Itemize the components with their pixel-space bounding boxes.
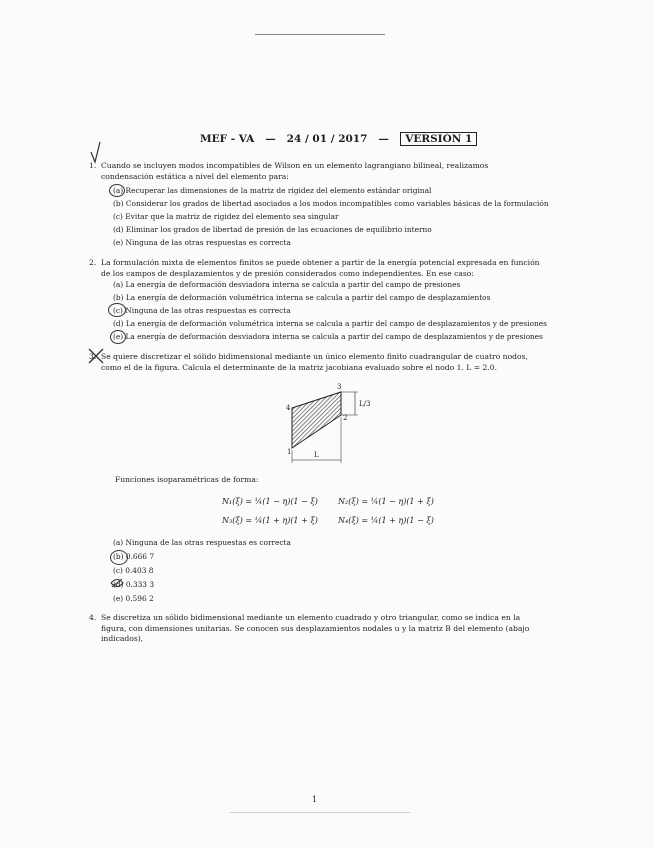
- exam-date: 24 / 01 / 2017: [286, 133, 368, 145]
- equation-n2: N₂(ξ) = ¼(1 − η)(1 + ξ): [338, 497, 434, 506]
- option-a: (a) Ninguna de las otras respuestas es correcta: [113, 538, 291, 547]
- dimension-label-horizontal: L: [314, 451, 319, 459]
- question-number: 3.: [89, 352, 97, 361]
- option-c: (c) Evitar que la matriz de rigidez del elemento sea singular: [113, 212, 339, 221]
- option-a: (a) Recuperar las dimensiones de la matriz de rigidez del elemento estándar original: [113, 186, 432, 195]
- option-e: (e) La energía de deformación desviadora interna se calcula a partir del campo de desplazamientos y de presiones: [113, 332, 543, 341]
- question-text: La formulación mixta de elementos finitos se puede obtener a partir de la energía potencial expresada en función de los campos de desplazamientos y de presión considerados como independientes. En ese caso:: [101, 258, 540, 278]
- question-text: Se quiere discretizar el sólido bidimensional mediante un único elemento finito cuadrangular de cuatro nodos, como el de la figura. Calcula el determinante de la matriz jacobiana evaluado sobre el nodo 1. L = 2.0.: [101, 352, 528, 372]
- option-d: (d) Eliminar los grados de libertad de presión de las ecuaciones de equilibrio interno: [113, 225, 432, 234]
- dimension-label-vertical: L/3: [359, 400, 371, 408]
- option-c: (c) Ninguna de las otras respuestas es correcta: [113, 306, 291, 315]
- node-label-1: 1: [287, 448, 292, 456]
- header-separator: —: [378, 133, 389, 145]
- shape-functions-title: Funciones isoparamétricas de forma:: [115, 475, 259, 484]
- answer-circle-q3: [110, 550, 128, 565]
- option-b: (b) Considerar los grados de libertad asociados a los modos incompatibles como variables básicas de la formulación: [113, 199, 549, 208]
- exam-header: [200, 133, 477, 145]
- scan-artifact-bottom: [230, 812, 410, 813]
- question-text: Se discretiza un sólido bidimensional mediante un elemento cuadrado y otro triangular, como se indica en la figura, con dimensiones unitarias. Se conocen sus desplazamientos nodales u y la matriz B del elemento (abajo indicados),: [101, 613, 530, 643]
- option-a: (a) La energía de deformación desviadora interna se calcula a partir del campo de presiones: [113, 280, 461, 289]
- option-b: (b) La energía de deformación volumétrica interna se calcula a partir del campo de desplazamientos: [113, 293, 491, 302]
- option-e: (e) Ninguna de las otras respuestas es correcta: [113, 238, 291, 247]
- option-c: (c) 0.403 8: [113, 566, 154, 575]
- hatched-element: [292, 392, 341, 448]
- question-number: 4.: [89, 613, 97, 622]
- option-d: (d) La energía de deformación volumétrica interna se calcula a partir del campo de desplazamientos y de presiones: [113, 319, 547, 328]
- page-number: 1: [312, 795, 318, 804]
- equation-n3: N₃(ξ) = ¼(1 + η)(1 + ξ): [222, 516, 318, 525]
- question-number: 2.: [89, 258, 97, 267]
- answer-circle-q2-e: [110, 330, 126, 344]
- option-e: (e) 0.596 2: [113, 594, 154, 603]
- question-3: [89, 352, 541, 373]
- option-d: (d) 0.333 3: [113, 580, 155, 589]
- option-b: (b) 0.666 7: [113, 552, 155, 561]
- node-label-2: 2: [343, 414, 348, 422]
- version-box: VERSIÓN 1: [400, 132, 477, 146]
- equation-n4: N₄(ξ) = ¼(1 + η)(1 − ξ): [338, 516, 434, 525]
- scribble-mark-icon: [109, 576, 125, 590]
- answer-circle-q1: [109, 184, 125, 197]
- element-figure: [275, 380, 375, 470]
- answer-circle-q2: [108, 303, 126, 317]
- scan-artifact-top: [255, 34, 385, 35]
- question-4: [89, 613, 541, 645]
- node-label-3: 3: [337, 383, 342, 391]
- node-label-4: 4: [286, 404, 291, 412]
- question-1: [89, 161, 549, 247]
- question-text: Cuando se incluyen modos incompatibles de Wilson en un elemento lagrangiano bilineal, realizamos condensación estática a nivel del elemento para:: [101, 161, 489, 181]
- equation-n1: N₁(ξ) = ¼(1 − η)(1 − ξ): [222, 497, 318, 506]
- question-number: 1.: [89, 161, 97, 170]
- header-separator: —: [265, 133, 276, 145]
- question-2: [89, 258, 547, 341]
- course-code: MEF - VA: [200, 133, 255, 145]
